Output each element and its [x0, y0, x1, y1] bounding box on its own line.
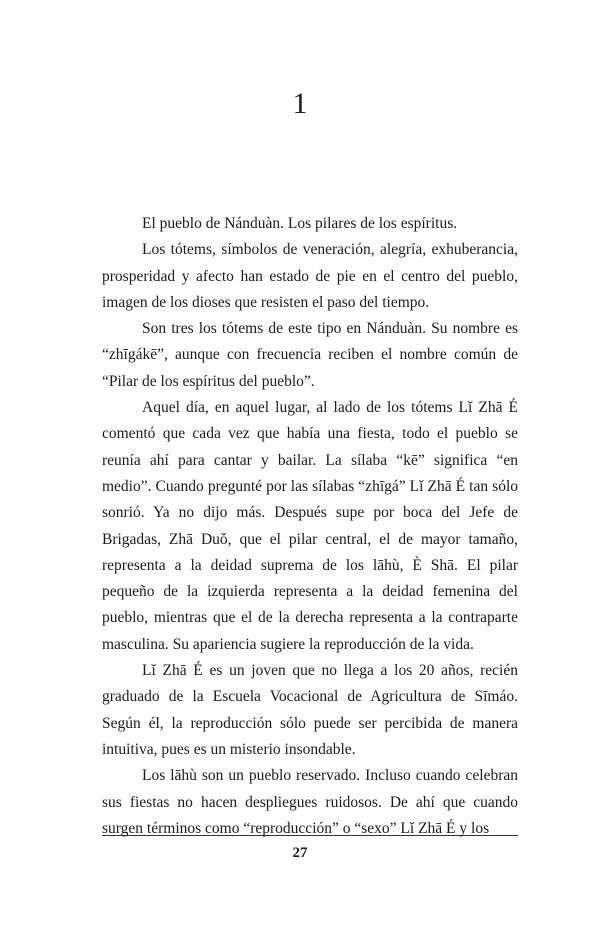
body-text	[102, 211, 518, 842]
paragraph: Son tres los tótems de este tipo en Nánduàn. Su nombre es “zhīgákē”, aunque con frecuencia reciben el nombre común de “Pilar de los espíritus del pueblo”.	[102, 320, 518, 390]
paragraph: Lǐ Zhā É es un joven que no llega a los 20 años, recién graduado de la Escuela Vocacional de Agricultura de Sīmáo. Según él, la reproducción sólo puede ser percibida de manera intuitiva, pues es un misterio insondable.	[102, 662, 518, 758]
paragraph: Aquel día, en aquel lugar, al lado de los tótems Lǐ Zhā É comentó que cada vez que había una fiesta, todo el pueblo se reunía ahí para cantar y bailar. La sílaba “kē” significa “en medio”. Cuando pregunté por las sílabas “zhīgá” Lǐ Zhā É tan sólo sonrió. Ya no dijo más. Después supe por boca del Jefe de Brigadas, Zhā Duǒ, que el pilar central, el de mayor tamaño, representa a la deidad suprema de los lāhù, È Shā. El pilar pequeño de la izquierda representa a la deidad femenina del pueblo, mientras que el de la derecha representa a la contraparte masculina. Su apariencia sugiere la reproducción de la vida.	[102, 399, 518, 653]
paragraph: El pueblo de Nánduàn. Los pilares de los espíritus.	[142, 215, 458, 232]
paragraph: Los lāhù son un pueblo reservado. Incluso cuando celebran sus fiestas no hacen despliegues ruidosos. De ahí que cuando surgen términos como “reproducción” o “sexo” Lǐ Zhā É y los	[102, 767, 518, 837]
paragraph: Los tótems, símbolos de veneración, alegría, exhuberancia, prosperidad y afecto han estado de pie en el centro del pueblo, imagen de los dioses que resisten el paso del tiempo.	[102, 241, 518, 311]
chapter-number: 1	[292, 87, 308, 120]
footer-divider	[102, 835, 518, 836]
page-number: 27	[292, 845, 308, 861]
